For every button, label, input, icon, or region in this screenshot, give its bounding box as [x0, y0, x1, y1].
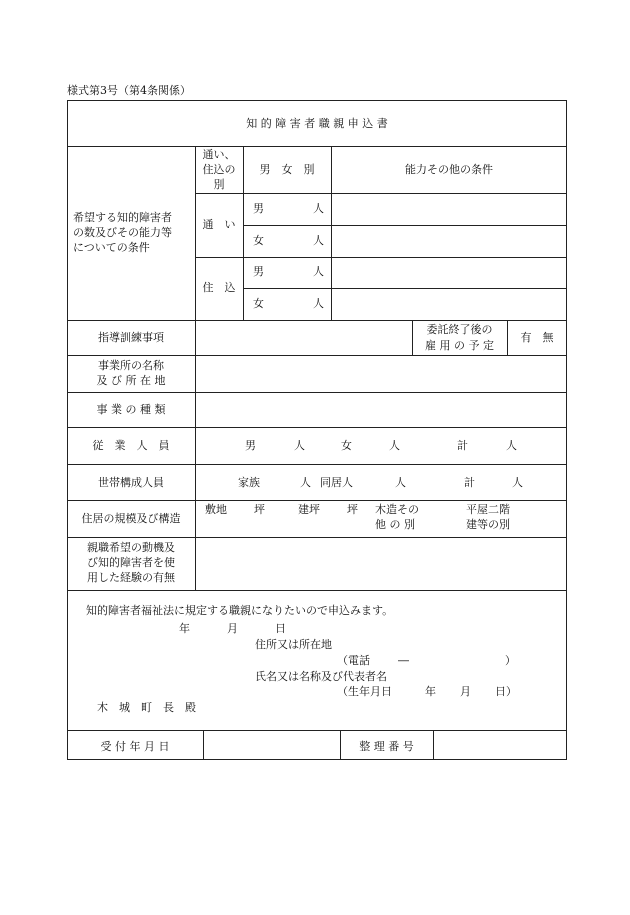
- col-type-line1: 通い、: [202, 148, 236, 161]
- rule: [67, 500, 567, 501]
- rule: [67, 320, 567, 321]
- household-family: 家族: [238, 476, 260, 489]
- commute-female: 女: [253, 234, 264, 247]
- form-number: 様式第3号（第4条関係）: [67, 84, 191, 97]
- rule: [195, 257, 567, 258]
- training-label: 指導訓練事項: [98, 331, 164, 344]
- livein-female: 女: [253, 297, 264, 310]
- rule: [67, 590, 567, 591]
- tel-close: ）: [505, 654, 516, 667]
- address-label: 住所又は所在地: [255, 638, 332, 651]
- residence-label: 住居の規模及び構造: [81, 512, 181, 525]
- rule: [67, 427, 567, 428]
- residence-floors-line2: 建等の別: [466, 518, 510, 531]
- motive-label-line3: 用した経験の有無: [87, 571, 175, 584]
- business-label: 事 業 の 種 類: [96, 403, 166, 416]
- reference-number-label: 整 理 番 号: [359, 740, 414, 753]
- commute-female-unit: 人: [313, 234, 324, 247]
- birth-month: 月: [460, 685, 471, 698]
- date-year: 年: [179, 622, 190, 635]
- after-employment-line1: 委託終了後の: [426, 323, 493, 336]
- received-date-label: 受 付 年 月 日: [100, 740, 170, 753]
- birth-open: （生年月日: [337, 685, 392, 698]
- row-live-in: 住 込: [202, 281, 236, 294]
- col-type-line2: 住込の: [202, 163, 236, 176]
- household-cohabitant-unit: 人: [395, 476, 406, 489]
- employees-total: 計: [457, 439, 468, 452]
- name-label: 氏名又は名称及び代表者名: [255, 670, 387, 683]
- addressee: 木 城 町 長 殿: [97, 701, 196, 714]
- household-total-unit: 人: [512, 476, 523, 489]
- employees-male-unit: 人: [294, 439, 305, 452]
- office-label-line1: 事業所の名称: [98, 359, 164, 372]
- employees-female: 女: [341, 439, 352, 452]
- residence-wood-line1: 木造その: [375, 503, 419, 516]
- rule: [433, 730, 434, 760]
- residence-building-unit: 坪: [347, 503, 358, 516]
- after-employment-line2: 雇 用 の 予 定: [425, 339, 494, 352]
- declaration-statement: 知的障害者福祉法に規定する職親になりたいので申込みます。: [86, 604, 394, 617]
- col-gender: 男 女 別: [259, 163, 315, 176]
- rule: [195, 193, 567, 194]
- residence-building: 建坪: [298, 503, 320, 516]
- household-cohabitant: 同居人: [320, 476, 353, 489]
- commute-male-unit: 人: [313, 202, 324, 215]
- employees-label: 従 業 人 員: [92, 439, 170, 452]
- employees-male: 男: [245, 439, 256, 452]
- birth-day: 日）: [495, 685, 517, 698]
- col-ability: 能力その他の条件: [405, 163, 493, 176]
- row-commute: 通 い: [202, 218, 236, 231]
- birth-year: 年: [425, 685, 436, 698]
- household-family-unit: 人: [300, 476, 311, 489]
- rule: [195, 146, 196, 590]
- rule: [67, 146, 567, 147]
- rule: [67, 355, 567, 356]
- household-label: 世帯構成人員: [98, 476, 164, 489]
- office-label-line2: 及 び 所 在 地: [96, 374, 166, 387]
- rule: [67, 730, 567, 731]
- tel-open: （電話: [337, 654, 370, 667]
- rule: [243, 288, 567, 289]
- hope-label-line2: の数及びその能力等: [73, 226, 172, 239]
- motive-label-line2: び知的障害者を使: [87, 556, 175, 569]
- household-total: 計: [464, 476, 475, 489]
- hope-label-line1: 希望する知的障害者: [73, 211, 172, 224]
- livein-male-unit: 人: [313, 265, 324, 278]
- residence-wood-line2: 他 の 別: [375, 518, 415, 531]
- livein-male: 男: [253, 265, 264, 278]
- residence-floors-line1: 平屋二階: [466, 503, 510, 516]
- date-day: 日: [275, 622, 286, 635]
- residence-site-unit: 坪: [254, 503, 265, 516]
- employees-female-unit: 人: [389, 439, 400, 452]
- application-form: [67, 100, 567, 760]
- date-month: 月: [227, 622, 238, 635]
- rule: [203, 730, 204, 760]
- residence-site: 敷地: [205, 503, 227, 516]
- employees-total-unit: 人: [506, 439, 517, 452]
- hope-label-line3: についての条件: [73, 241, 150, 254]
- rule: [243, 225, 567, 226]
- yes-no-option: 有 無: [520, 331, 554, 344]
- commute-male: 男: [253, 202, 264, 215]
- form-title: 知 的 障 害 者 職 親 申 込 書: [246, 117, 388, 130]
- rule: [67, 464, 567, 465]
- motive-label-line1: 親職希望の動機及: [87, 541, 175, 554]
- tel-dash: ―: [398, 654, 409, 667]
- col-type-line3: 別: [213, 178, 225, 191]
- rule: [67, 392, 567, 393]
- livein-female-unit: 人: [313, 297, 324, 310]
- rule: [67, 537, 567, 538]
